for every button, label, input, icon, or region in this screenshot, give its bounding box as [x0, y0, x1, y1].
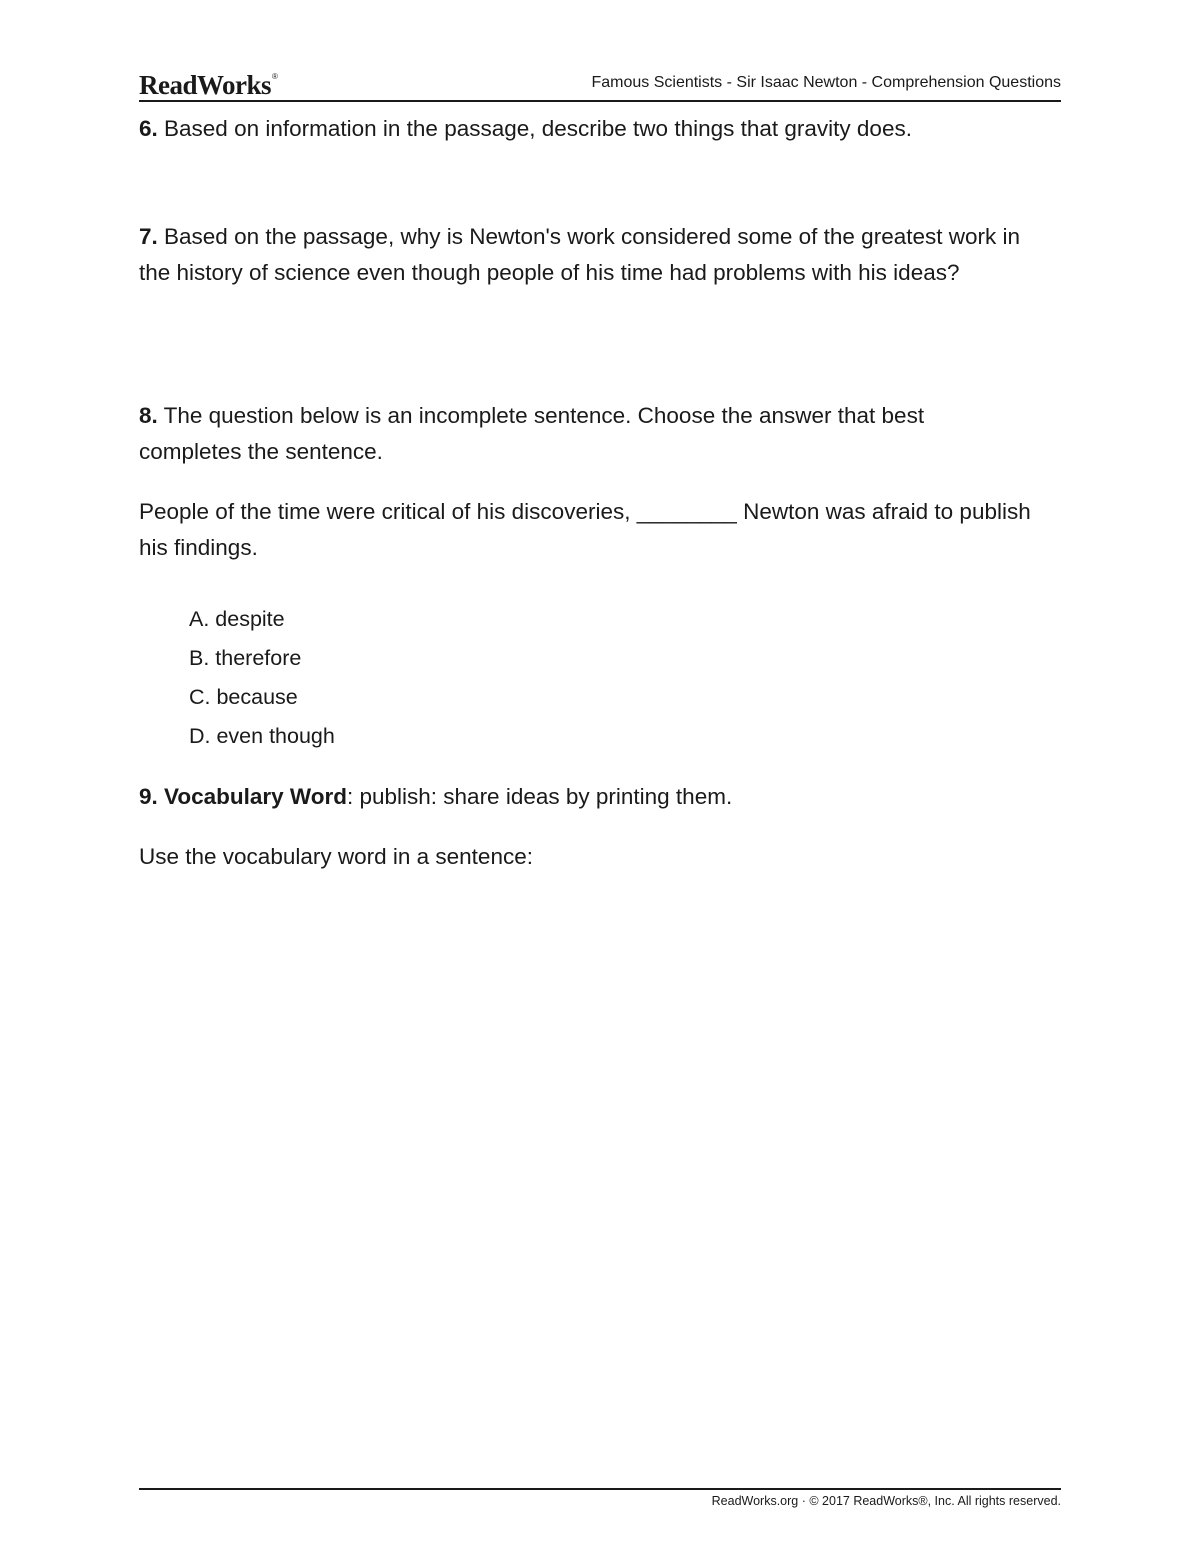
registered-mark: ®: [272, 72, 278, 81]
option-b[interactable]: B. therefore: [189, 646, 302, 670]
question-9: [139, 779, 1039, 815]
logo-text: ReadWorks: [139, 70, 272, 100]
question-8-number: 8.: [139, 403, 158, 428]
page-header: [139, 66, 1061, 102]
option-c[interactable]: C. because: [189, 685, 298, 709]
question-8-text: The question below is an incomplete sentence. Choose the answer that best completes the sentence.: [139, 403, 925, 464]
document-title: Famous Scientists - Sir Isaac Newton - Comprehension Questions: [591, 74, 1061, 91]
question-6: [139, 111, 1039, 147]
answer-options: [189, 600, 335, 756]
question-9-definition: : publish: share ideas by printing them.: [346, 784, 733, 809]
question-9-label: 9. Vocabulary Word: [139, 784, 347, 809]
option-d[interactable]: D. even though: [189, 724, 335, 748]
page-footer: ReadWorks.org · © 2017 ReadWorks®, Inc. All rights reserved.: [711, 1494, 1061, 1508]
question-7-number: 7.: [139, 224, 158, 249]
question-6-text: Based on information in the passage, describe two things that gravity does.: [157, 116, 912, 141]
question-8-sentence: People of the time were critical of his discoveries, ________ Newton was afraid to publish his findings.: [139, 499, 1031, 560]
question-7-text: Based on the passage, why is Newton's work considered some of the greatest work in the history of science even though people of his time had problems with his ideas?: [139, 224, 1021, 285]
option-a[interactable]: A. despite: [189, 607, 285, 631]
question-6-number: 6.: [139, 116, 158, 141]
question-7: [139, 219, 1029, 290]
readworks-logo: [139, 70, 277, 101]
question-8: [139, 398, 1009, 469]
question-9-prompt: Use the vocabulary word in a sentence:: [139, 844, 533, 869]
footer-divider: [139, 1488, 1061, 1490]
